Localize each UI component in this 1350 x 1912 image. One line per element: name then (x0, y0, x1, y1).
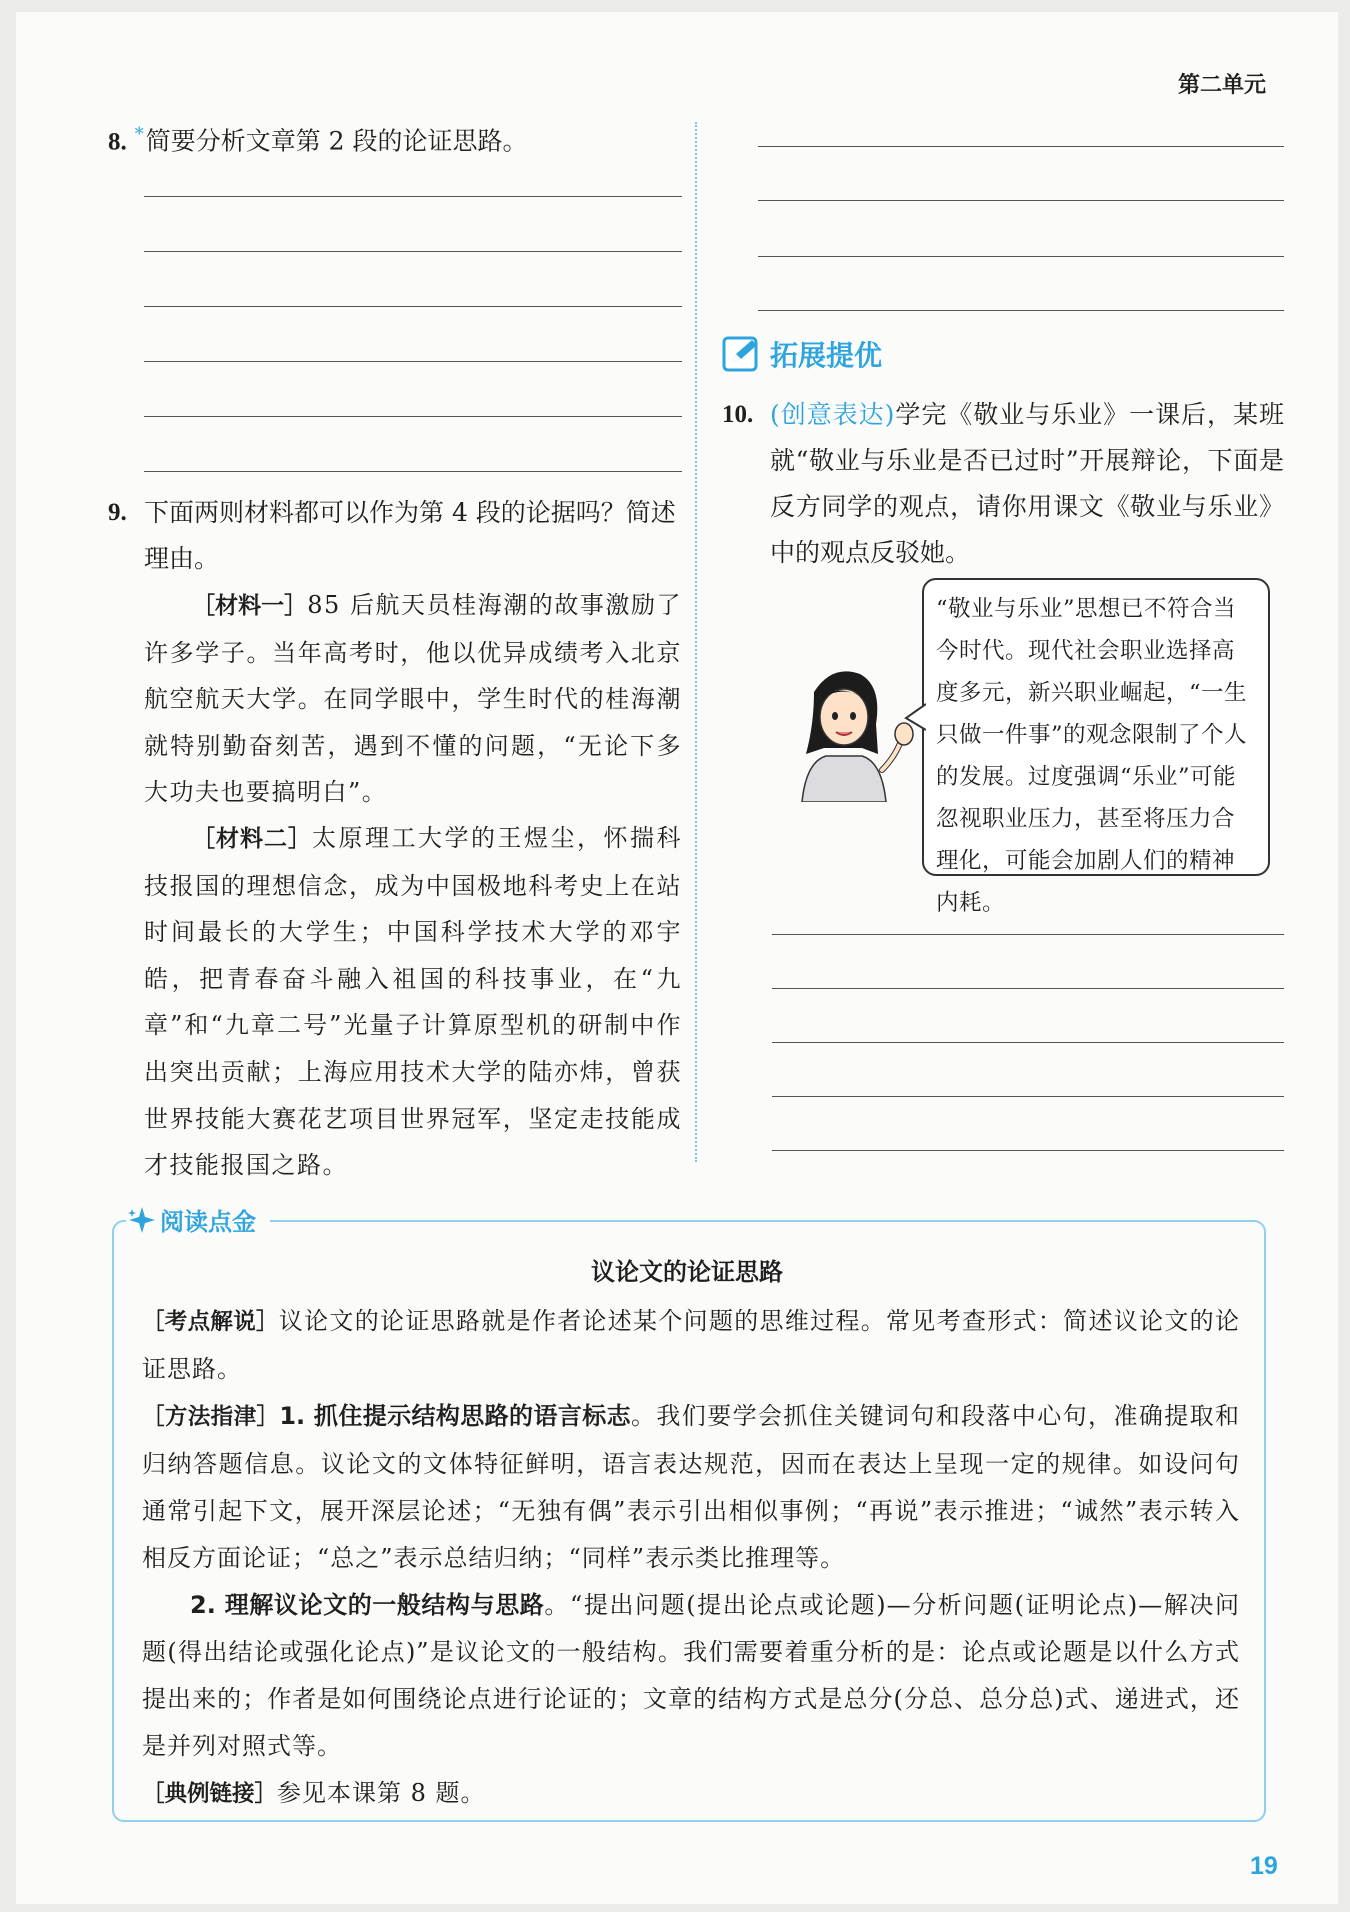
answer-line[interactable] (144, 196, 682, 197)
answer-line[interactable] (144, 416, 682, 417)
answer-line[interactable] (772, 1096, 1284, 1097)
tips-paragraph-2 (142, 1393, 1240, 1582)
tips-strong-2: 1. 抓住提示结构思路的语言标志 (279, 1402, 632, 1430)
column-divider (695, 122, 697, 1162)
tips-paragraph-4 (142, 1770, 1240, 1818)
answer-line[interactable] (144, 361, 682, 362)
tips-text-3: 。“提出问题(提出论点或论题)—分析问题(证明论点)—解决问题(得出结论或强化论点)”是议论文的一般结构。我们需要着重分析的是：论点或论题是以什么方式提出来的；作者是如何围绕论点进行论证的；文章的结构方式是总分(分总、总分总)式、递进式，还是并列对照式等。 (142, 1591, 1240, 1760)
speech-bubble-text: “敬业与乐业”思想已不符合当今时代。现代社会职业选择高度多元，新兴职业崛起，“一生只做一件事”的观念限制了个人的发展。过度强调“乐业”可能忽视职业压力，甚至将压力合理化，可能会加剧人们的精神内耗。 (936, 596, 1248, 916)
speech-bubble-tail (904, 702, 926, 732)
extension-title: 拓展提优 (770, 339, 883, 372)
question-10 (722, 392, 1284, 576)
material-2-tag: ［材料二］ (192, 826, 312, 852)
material-1-text: 85 后航天员桂海潮的故事激励了许多学子。当年高考时，他以优异成绩考入北京航空航天大学。在同学眼中，学生时代的桂海潮就特别勤奋刻苦，遇到不懂的问题，“无论下多大功夫也要搞明白”。 (144, 591, 682, 807)
question-10-tag: (创意表达) (770, 400, 895, 429)
question-8-text: 简要分析文章第 2 段的论证思路。 (145, 126, 528, 156)
answer-line[interactable] (772, 1150, 1284, 1151)
tips-tag-4: ［典例链接］ (142, 1781, 278, 1807)
tips-text-2: 。我们要学会抓住关键词句和段落中心句，准确提取和归纳答题信息。议论文的文体特征鲜明，语言表达规范，因而在表达上呈现一定的规律。如设问句通常引起下文，展开深层论述；“无独有偶”表示引出相似事例；“再说”表示推进；“诚然”表示转入相反方面论证；“总之”表示总结归纳；“同样”表示类比推理等。 (142, 1402, 1241, 1572)
answer-line[interactable] (144, 251, 682, 252)
material-1 (144, 582, 682, 816)
question-9-number: 9. (108, 499, 127, 526)
question-9-text: 下面两则材料都可以作为第 4 段的论据吗？简述理由。 (144, 498, 676, 573)
reading-tips-header (126, 1202, 270, 1237)
answer-line[interactable] (758, 256, 1284, 257)
answer-line[interactable] (758, 200, 1284, 201)
pencil-icon (722, 334, 762, 374)
speech-bubble (922, 578, 1270, 916)
tips-text-1: 议论文的论证思路就是作者论述某个问题的思维过程。常见考查形式：简述议论文的论证思路。 (142, 1307, 1240, 1383)
material-1-tag: ［材料一］ (192, 593, 308, 619)
tips-text-4: 参见本课第 8 题。 (277, 1779, 486, 1807)
answer-line[interactable] (758, 310, 1284, 311)
material-2 (144, 815, 682, 1189)
sparkle-icon (126, 1205, 156, 1235)
tips-paragraph-1 (142, 1298, 1240, 1393)
reading-tips-label: 阅读点金 (156, 1202, 264, 1237)
tips-strong-3: 2. 理解议论文的一般结构与思路 (190, 1591, 545, 1619)
reading-tips-title: 议论文的论证思路 (591, 1258, 783, 1286)
reading-tips-body (142, 1298, 1240, 1818)
question-8 (108, 112, 528, 165)
answer-line[interactable] (144, 306, 682, 307)
question-10-number: 10. (722, 401, 754, 428)
question-9 (108, 490, 686, 582)
answer-line[interactable] (772, 1042, 1284, 1043)
question-10-text: 学完《敬业与乐业》一课后，某班就“敬业与乐业是否已过时”开展辩论，下面是反方同学的观点，请你用课文《敬业与乐业》中的观点反驳她。 (770, 400, 1284, 567)
answer-line[interactable] (758, 146, 1284, 147)
workbook-page (16, 12, 1338, 1904)
answer-line[interactable] (772, 934, 1284, 935)
page-number: 19 (1250, 1852, 1278, 1880)
tips-tag-2: ［方法指津］ (142, 1404, 280, 1430)
answer-line[interactable] (772, 988, 1284, 989)
question-8-number: 8. (108, 128, 127, 156)
star-icon: * (134, 124, 144, 145)
unit-label: 第二单元 (1178, 73, 1267, 98)
material-2-text: 太原理工大学的王煜尘，怀揣科技报国的理想信念，成为中国极地科考史上在站时间最长的大学生；中国科学技术大学的邓宇皓，把青春奋斗融入祖国的科技事业，在“九章”和“九章二号”光量子计算原型机的研制中作出突出贡献；上海应用技术大学的陆亦炜，曾获世界技能大赛花艺项目世界冠军，坚定走技能成才技能报国之路。 (144, 824, 682, 1180)
answer-line[interactable] (144, 471, 682, 472)
tips-tag-1: ［考点解说］ (142, 1309, 279, 1335)
tips-paragraph-3 (142, 1582, 1240, 1770)
